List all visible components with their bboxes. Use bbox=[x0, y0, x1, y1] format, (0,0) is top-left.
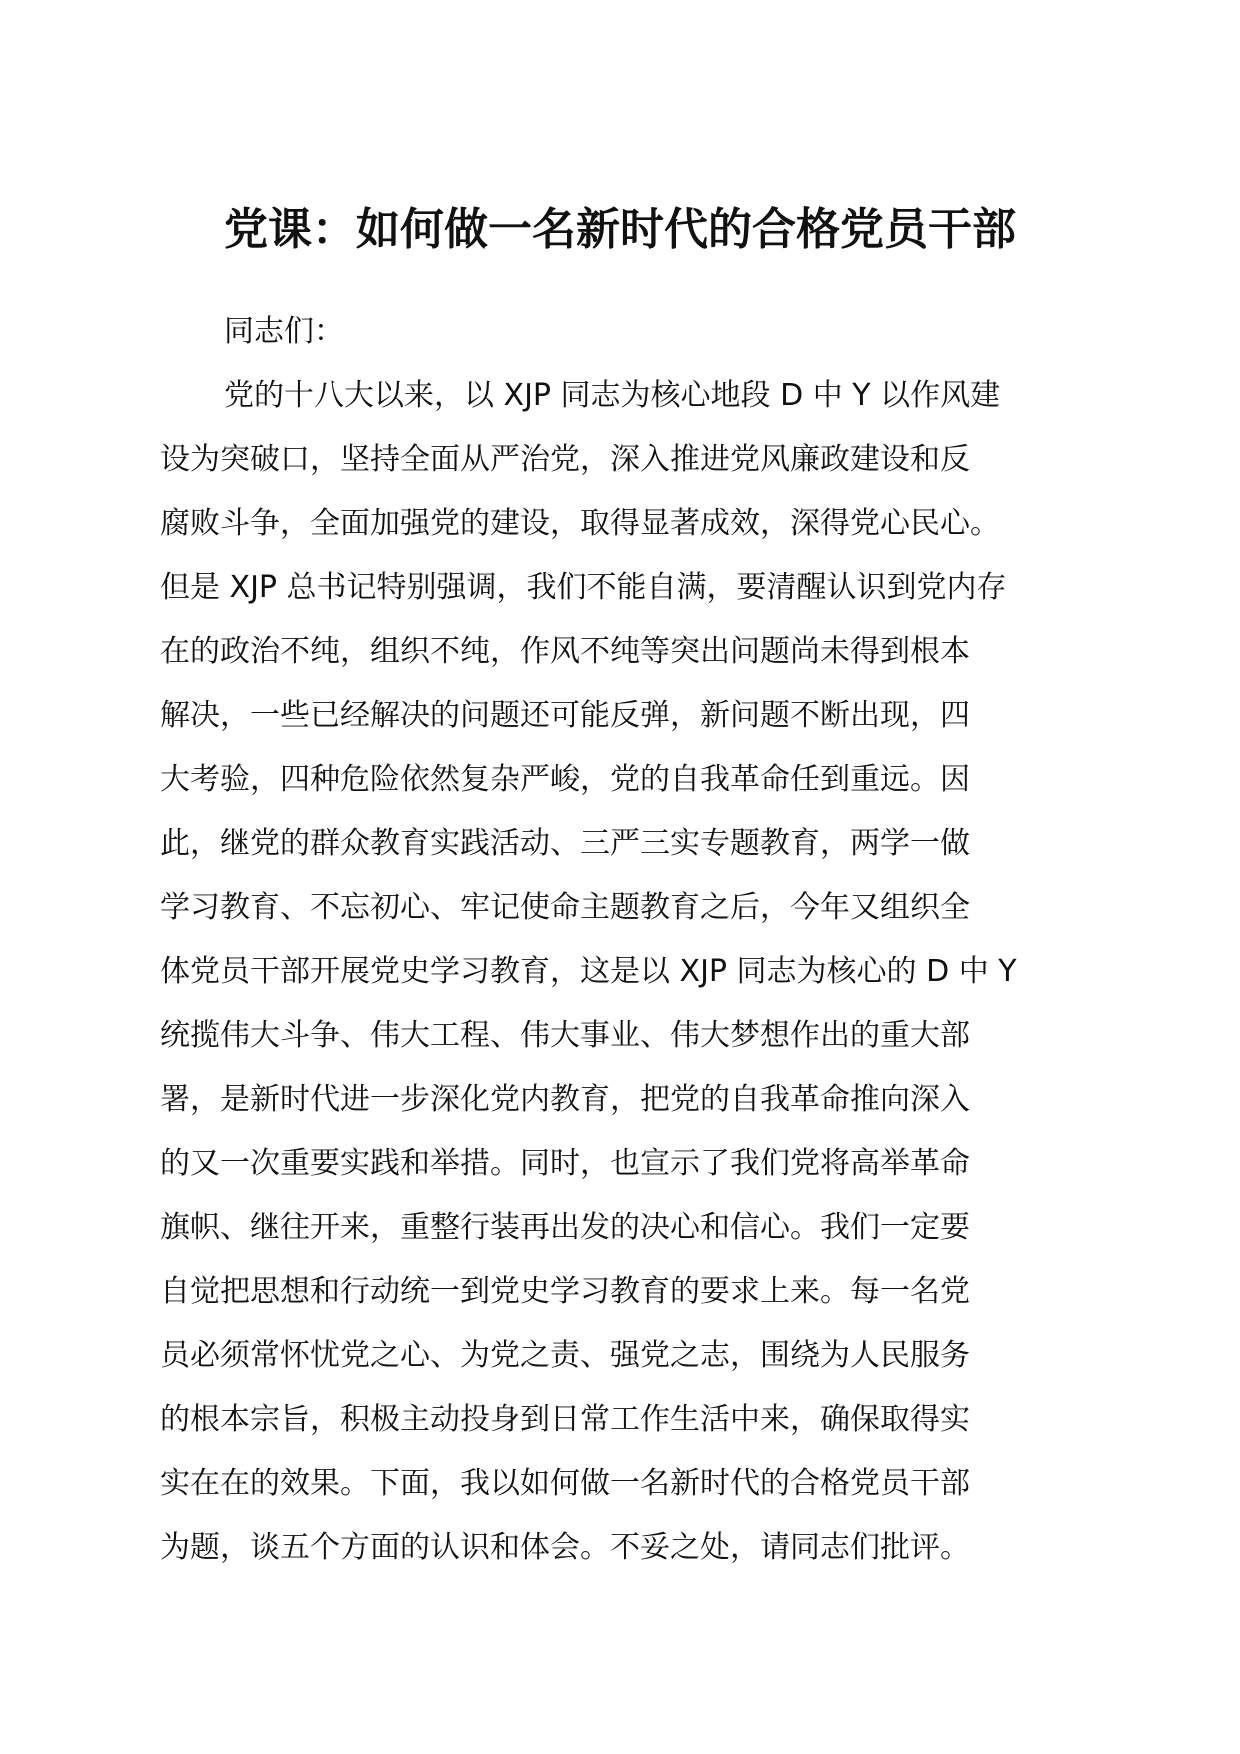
paragraph-line: 学习教育、不忘初心、牢记使命主题教育之后，今年又组织全 bbox=[160, 890, 970, 925]
document-title: 党课：如何做一名新时代的合格党员干部 bbox=[224, 204, 1016, 255]
paragraph-line: 的又一次重要实践和举措。同时，也宣示了我们党将高举革命 bbox=[160, 1146, 970, 1181]
paragraph-line: 署，是新时代进一步深化党内教育，把党的自我革命推向深入 bbox=[160, 1082, 970, 1117]
paragraph-line: 旗帜、继往开来，重整行装再出发的决心和信心。我们一定要 bbox=[160, 1210, 970, 1245]
paragraph-line: 党的十八大以来，以 XJP 同志为核心地段 D 中 Y 以作风建 bbox=[224, 378, 1001, 413]
paragraph-line: 统揽伟大斗争、伟大工程、伟大事业、伟大梦想作出的重大部 bbox=[160, 1018, 970, 1053]
paragraph-line: 大考验，四种危险依然复杂严峻，党的自我革命任到重远。因 bbox=[160, 762, 970, 797]
paragraph-line: 在的政治不纯，组织不纯，作风不纯等突出问题尚未得到根本 bbox=[160, 634, 970, 669]
paragraph-line: 腐败斗争，全面加强党的建设，取得显著成效，深得党心民心。 bbox=[160, 506, 1000, 541]
paragraph-line: 自觉把思想和行动统一到党史学习教育的要求上来。每一名党 bbox=[160, 1274, 970, 1309]
paragraph-line: 的根本宗旨，积极主动投身到日常工作生活中来，确保取得实 bbox=[160, 1402, 970, 1437]
salutation: 同志们： bbox=[224, 314, 344, 349]
paragraph-line: 为题，谈五个方面的认识和体会。不妥之处，请同志们批评。 bbox=[160, 1530, 970, 1565]
paragraph-line: 体党员干部开展党史学习教育，这是以 XJP 同志为核心的 D 中 Y bbox=[160, 954, 1017, 989]
paragraph-line: 此，继党的群众教育实践活动、三严三实专题教育，两学一做 bbox=[160, 826, 970, 861]
paragraph-line: 设为突破口，坚持全面从严治党，深入推进党风廉政建设和反 bbox=[160, 442, 970, 477]
paragraph-line: 但是 XJP 总书记特别强调，我们不能自满，要清醒认识到党内存 bbox=[160, 570, 1007, 605]
body-paragraph bbox=[160, 364, 1100, 1580]
paragraph-line: 解决，一些已经解决的问题还可能反弹，新问题不断出现，四 bbox=[160, 698, 970, 733]
paragraph-line: 员必须常怀忧党之心、为党之责、强党之志，围绕为人民服务 bbox=[160, 1338, 970, 1373]
paragraph-line: 实在在的效果。下面，我以如何做一名新时代的合格党员干部 bbox=[160, 1466, 970, 1501]
